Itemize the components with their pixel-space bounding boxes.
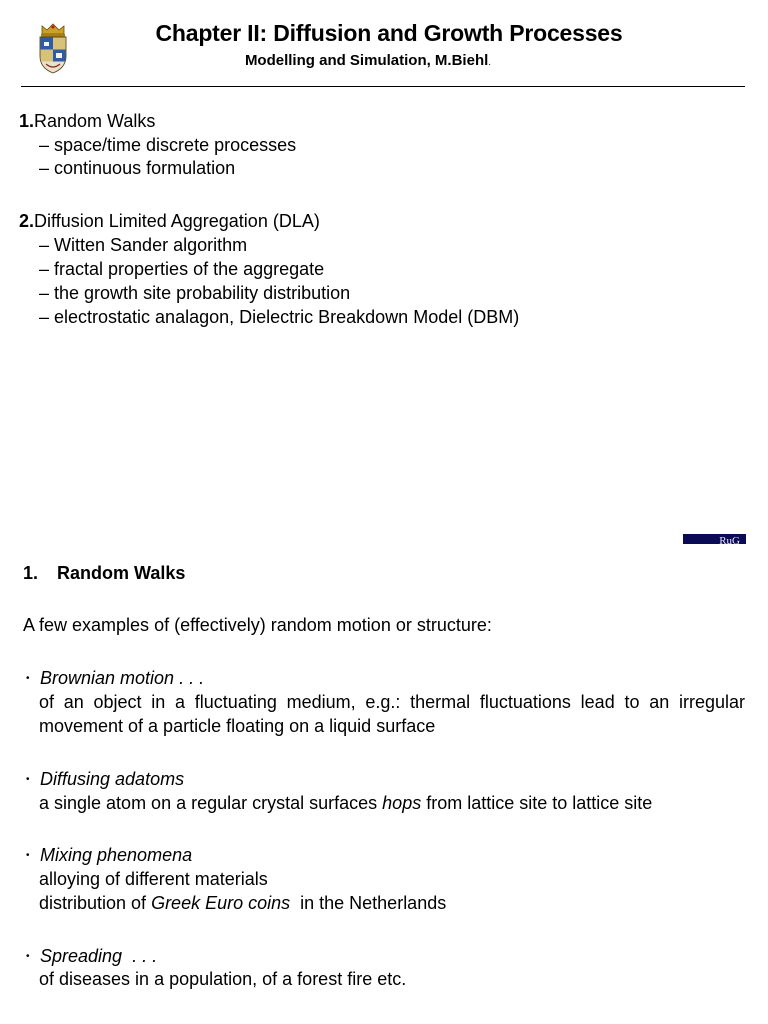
outline-subitem: – continuous formulation [39,158,236,178]
emphasis-text: hops [382,793,422,813]
section-title: Random Walks [57,563,186,583]
example-description-line: alloying of different materials [39,869,268,889]
example-title: Diffusing adatoms [40,769,185,789]
section-intro: A few examples of (effectively) random motion or structure: [23,615,492,635]
bullet-icon: • [26,850,30,861]
example-title-suffix: . . . [174,668,205,688]
outline-item-2 [19,211,320,232]
subtitle-text: Modelling and Simulation, M.Biehl [244,52,489,69]
emphasis-text: Greek Euro coins [151,893,291,913]
outline-subitem: – the growth site probability distribution [39,283,351,303]
bullet-icon: • [26,951,30,962]
section-heading [23,563,185,584]
outline-title: Random Walks [34,111,156,131]
example-description-line: of an object in a fluctuating medium, e.g.: thermal fluctuations lead to an irregular [39,692,745,712]
example-title-suffix: . . . [122,946,158,966]
section-number: 1. [23,563,39,583]
example-description-line: movement of a particle floating on a liquid surface [39,716,436,736]
example-title: Mixing phenomena [40,845,193,865]
example-title-text: Brownian motion [40,668,175,688]
rug-logo-badge: RuG [683,534,746,544]
page-title: Chapter II: Diffusion and Growth Processes [155,20,623,46]
example-description-line: of diseases in a population, of a forest fire etc. [39,969,407,989]
outline-subitem: – space/time discrete processes [39,135,297,155]
header-divider [21,86,745,87]
outline-title: Diffusion Limited Aggregation (DLA) [34,211,320,231]
outline-subitem: – electrostatic analagon, Dielectric Breakdown Model (DBM) [39,307,520,327]
page-subtitle [0,52,736,69]
text-run: a single atom on a regular crystal surfaces [39,793,383,813]
outline-item-1 [19,111,155,132]
example-description-line [39,893,446,914]
subtitle-suffix: . [488,57,492,68]
outline-number: 1. [19,111,35,131]
example-title [40,668,204,689]
example-title [40,946,157,967]
text-run: in the Netherlands [290,893,447,913]
example-description-line [39,793,652,814]
text-run: from lattice site to lattice site [421,793,653,813]
outline-subitem: – Witten Sander algorithm [39,235,248,255]
outline-number: 2. [19,211,35,231]
outline-subitem: – fractal properties of the aggregate [39,259,325,279]
bullet-icon: • [26,673,30,684]
text-run: distribution of [39,893,152,913]
bullet-icon: • [26,774,30,785]
example-title-text: Spreading [40,946,123,966]
